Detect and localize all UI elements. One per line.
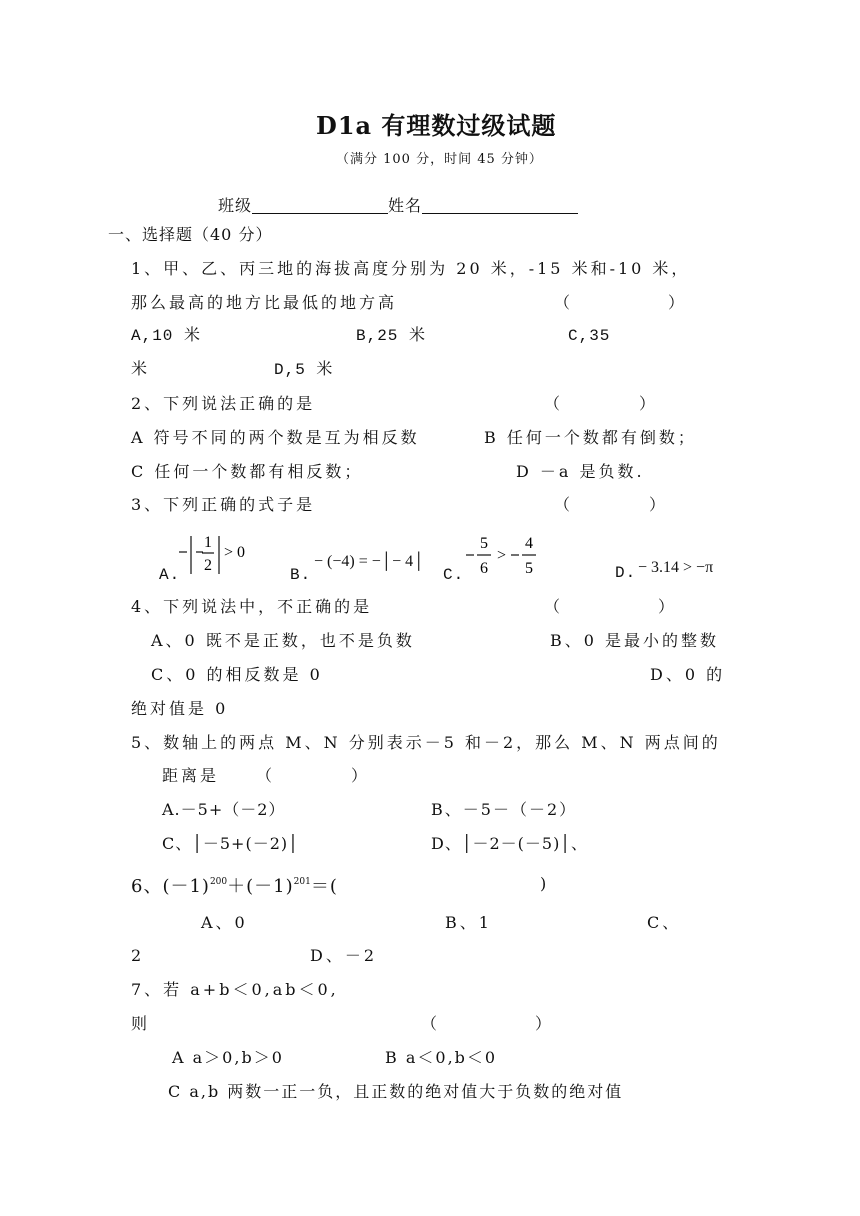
q6-stem <box>131 872 338 897</box>
q2-option-d: D －a 是负数. <box>516 462 645 481</box>
q3-stem: 3、下列正确的式子是 <box>131 495 316 514</box>
q4-option-d-cont: 绝对值是 0 <box>131 699 229 718</box>
q6-plus: ＋ <box>227 876 247 897</box>
q7-option-b: B a＜0,b＜0 <box>385 1048 498 1067</box>
q6-base2: (－1) <box>246 876 294 897</box>
name-blank <box>422 197 578 214</box>
section-heading: 一、选择题（40 分） <box>108 225 273 244</box>
q2-option-a: A 符号不同的两个数是互为相反数 <box>131 428 420 447</box>
q4-answer-paren: （ ） <box>544 597 678 616</box>
q3a-rhs: > 0 <box>224 544 246 561</box>
q5-stem-line2: 距离是 <box>162 766 220 785</box>
q6-exponent1: 200 <box>209 877 228 887</box>
q6-exponent2: 201 <box>293 877 311 887</box>
q3-option-c-label: C. <box>443 566 465 584</box>
q5-option-b: B、－5－（－2） <box>431 800 578 819</box>
q6-prefix: 6、 <box>131 876 163 897</box>
page-subtitle: （满分 100 分，时间 45 分钟） <box>336 152 543 167</box>
q4-option-a: A、0 既不是正数，也不是负数 <box>151 631 415 650</box>
q7-option-c: C a,b 两数一正一负，且正数的绝对值大于负数的绝对值 <box>168 1082 624 1101</box>
q1-option-d: D,5 米 <box>274 361 334 379</box>
q1-answer-paren: （ ） <box>554 293 688 312</box>
q3c-numerator-1: 5 <box>480 535 488 552</box>
q6-paren-close: ) <box>540 874 550 893</box>
q3-option-c-expr <box>464 532 546 582</box>
q3a-numerator: 1 <box>204 534 212 551</box>
q5-stem-line1: 5、数轴上的两点 M、N 分别表示－5 和－2，那么 M、N 两点间的 <box>131 733 721 752</box>
q1-stem-line1: 1、甲、乙、丙三地的海拔高度分别为 20 米，-15 米和-10 米， <box>131 259 691 278</box>
q1-option-c-cont: 米 <box>131 361 149 379</box>
q7-option-a: A a＞0,b＞0 <box>172 1048 284 1067</box>
q7-stem-line2: 则 <box>131 1014 151 1033</box>
q6-base1: (－1) <box>162 876 210 897</box>
q3c-denominator-1: 6 <box>480 560 488 577</box>
q2-option-c: C 任何一个数都有相反数； <box>131 462 364 481</box>
q3c-denominator-2: 5 <box>525 560 533 577</box>
q3-option-b-label: B. <box>290 566 312 584</box>
q3-option-d-expr: − 3.14 > −π <box>638 559 714 576</box>
class-label: 班级 <box>218 196 253 215</box>
q3-answer-paren: （ ） <box>554 495 669 514</box>
q6-option-c-cont: 2 <box>131 946 145 965</box>
q6-equals: ＝( <box>310 876 338 897</box>
q6-option-c: C、 <box>647 913 682 932</box>
q4-option-b: B、0 是最小的整数 <box>550 631 720 650</box>
q5-answer-paren: （ ） <box>256 766 371 785</box>
q6-option-a: A、0 <box>201 913 248 932</box>
q1-option-a: A,10 米 <box>131 327 202 345</box>
q5-option-d: D、│－2－(－5)│、 <box>431 834 588 853</box>
q1-option-c: C,35 <box>568 327 611 345</box>
q3-option-a-label: A. <box>159 566 181 584</box>
q6-option-d: D、－2 <box>310 946 378 965</box>
q7-answer-paren: （ ） <box>421 1014 555 1033</box>
q4-stem: 4、下列说法中，不正确的是 <box>131 597 373 616</box>
name-label: 姓名 <box>388 196 423 215</box>
q4-option-d: D、0 的 <box>650 665 726 684</box>
q3-option-d-label: D. <box>615 564 637 582</box>
class-blank <box>252 197 388 214</box>
q6-option-b: B、1 <box>445 913 492 932</box>
q3-option-b-expr: − (−4) = −│− 4│ <box>314 553 425 570</box>
q2-stem: 2、下列说法正确的是 <box>131 394 316 413</box>
q7-stem-line1: 7、若 a+b＜0,ab＜0, <box>131 980 339 999</box>
q3a-denominator: 2 <box>204 557 212 574</box>
q3c-gt: > <box>497 547 507 564</box>
q2-answer-paren: （ ） <box>544 394 659 413</box>
q1-option-b: B,25 米 <box>356 327 427 345</box>
q1-stem-line2: 那么最高的地方比最低的地方高 <box>131 293 398 312</box>
page-title: D1a 有理数过级试题 <box>316 111 557 140</box>
class-field <box>218 196 578 216</box>
q5-option-a: A.－5+（－2） <box>162 800 286 819</box>
q2-option-b: B 任何一个数都有倒数； <box>484 428 697 447</box>
q3c-numerator-2: 4 <box>525 535 533 552</box>
q4-option-c: C、0 的相反数是 0 <box>151 665 323 684</box>
q3-option-a-expr <box>177 532 257 582</box>
q5-option-c: C、│－5+(－2)│ <box>162 834 299 853</box>
